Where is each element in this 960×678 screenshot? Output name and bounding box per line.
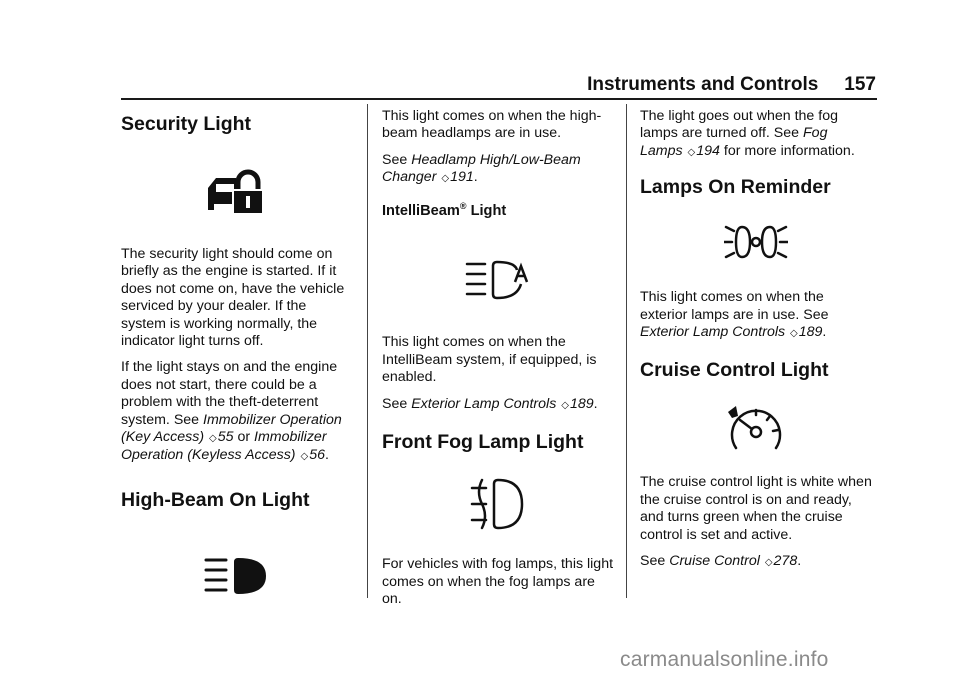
lamps-on-reminder-heading: Lamps On Reminder [640,176,831,199]
intellibeam-icon [465,260,531,300]
cruise-control-paragraph: The cruise control light is white when the cruise control is on and ready, and turns green when the cruise control is set and active. [640,474,872,543]
page-ref[interactable]: 194 [696,142,720,159]
column-2 [382,108,614,617]
security-lock-icon [206,166,268,222]
lamps-on-paragraph: This light comes on when the exterior lamps are in use. See Exterior Lamp Controls ◇189. [640,289,829,341]
page-ref-arrow-icon: ◇ [764,557,773,569]
high-beam-paragraph: This light comes on when the high-beam headlamps are in use. [382,108,602,142]
page-ref-arrow-icon: ◇ [561,399,569,411]
front-fog-paragraph: For vehicles with fog lamps, this light comes on when the fog lamps are on. [382,556,614,607]
page-number: 157 [844,74,876,95]
page-ref[interactable]: 189 [569,395,594,412]
cruise-control-icon [726,404,786,454]
column-divider-2 [626,104,627,598]
intellibeam-heading: IntelliBeam® Light [382,200,507,219]
page-ref-arrow-icon: ◇ [300,451,309,463]
high-beam-icon [204,556,270,596]
column-divider-1 [367,104,368,598]
link-fog-lamps[interactable]: Fog Lamps [640,125,828,159]
page-ref[interactable]: 189 [798,324,823,341]
column-1 [121,108,353,596]
link-immobilizer-keyless[interactable]: Immobilizer Operation (Keyless Access) [121,429,327,464]
page-ref-arrow-icon: ◇ [687,146,696,158]
front-fog-lamp-icon [470,478,526,530]
header-rule [121,98,877,100]
page-header [560,74,876,96]
high-beam-see: See Headlamp High/Low-Beam Changer ◇191. [382,151,581,186]
page-ref[interactable]: 55 [217,429,234,446]
watermark: carmanualsonline.info [620,648,829,671]
cruise-control-heading: Cruise Control Light [640,359,829,382]
link-exterior-lamp-controls[interactable]: Exterior Lamp Controls [411,395,557,412]
link-immobilizer-key[interactable]: Immobilizer Operation (Key Access) [121,411,342,446]
security-light-heading: Security Light [121,113,252,135]
page-ref-arrow-icon: ◇ [790,328,798,340]
front-fog-heading: Front Fog Lamp Light [382,431,584,454]
fog-off-paragraph: The light goes out when the fog lamps are turned off. See Fog Lamps ◇194 for more information. [640,108,855,159]
intellibeam-paragraph: This light comes on when the IntelliBeam system, if equipped, is enabled. [382,334,597,386]
cruise-control-see: See Cruise Control ◇278. [640,553,802,570]
link-exterior-lamp-controls[interactable]: Exterior Lamp Controls [640,324,786,341]
link-headlamp-changer[interactable]: Headlamp High/Low-Beam Changer [382,151,581,186]
security-paragraph-2: If the light stays on and the engine does not start, there could be a problem with the theft-deterrent system. See Immobilizer Operation (Key Access) ◇55 or Immobilizer Operation (Keyless Access) ◇56. [121,359,342,464]
column-3 [640,108,872,580]
page-ref[interactable]: 278 [773,553,798,570]
intellibeam-see: See Exterior Lamp Controls ◇189. [382,395,598,412]
page-ref-arrow-icon: ◇ [441,173,450,185]
security-paragraph-1: The security light should come on briefly as the engine is started. If it does not come on, have the vehicle serviced by your dealer. If the system is working normally, the indicator light turns off. [121,246,345,350]
page-ref[interactable]: 56 [309,447,325,464]
section-title: Instruments and Controls [587,74,819,95]
lamps-on-icon [724,223,788,261]
page-ref[interactable]: 191 [450,169,474,186]
high-beam-heading: High-Beam On Light [121,488,310,511]
page-ref-arrow-icon: ◇ [209,433,217,445]
link-cruise-control[interactable]: Cruise Control [669,553,760,570]
